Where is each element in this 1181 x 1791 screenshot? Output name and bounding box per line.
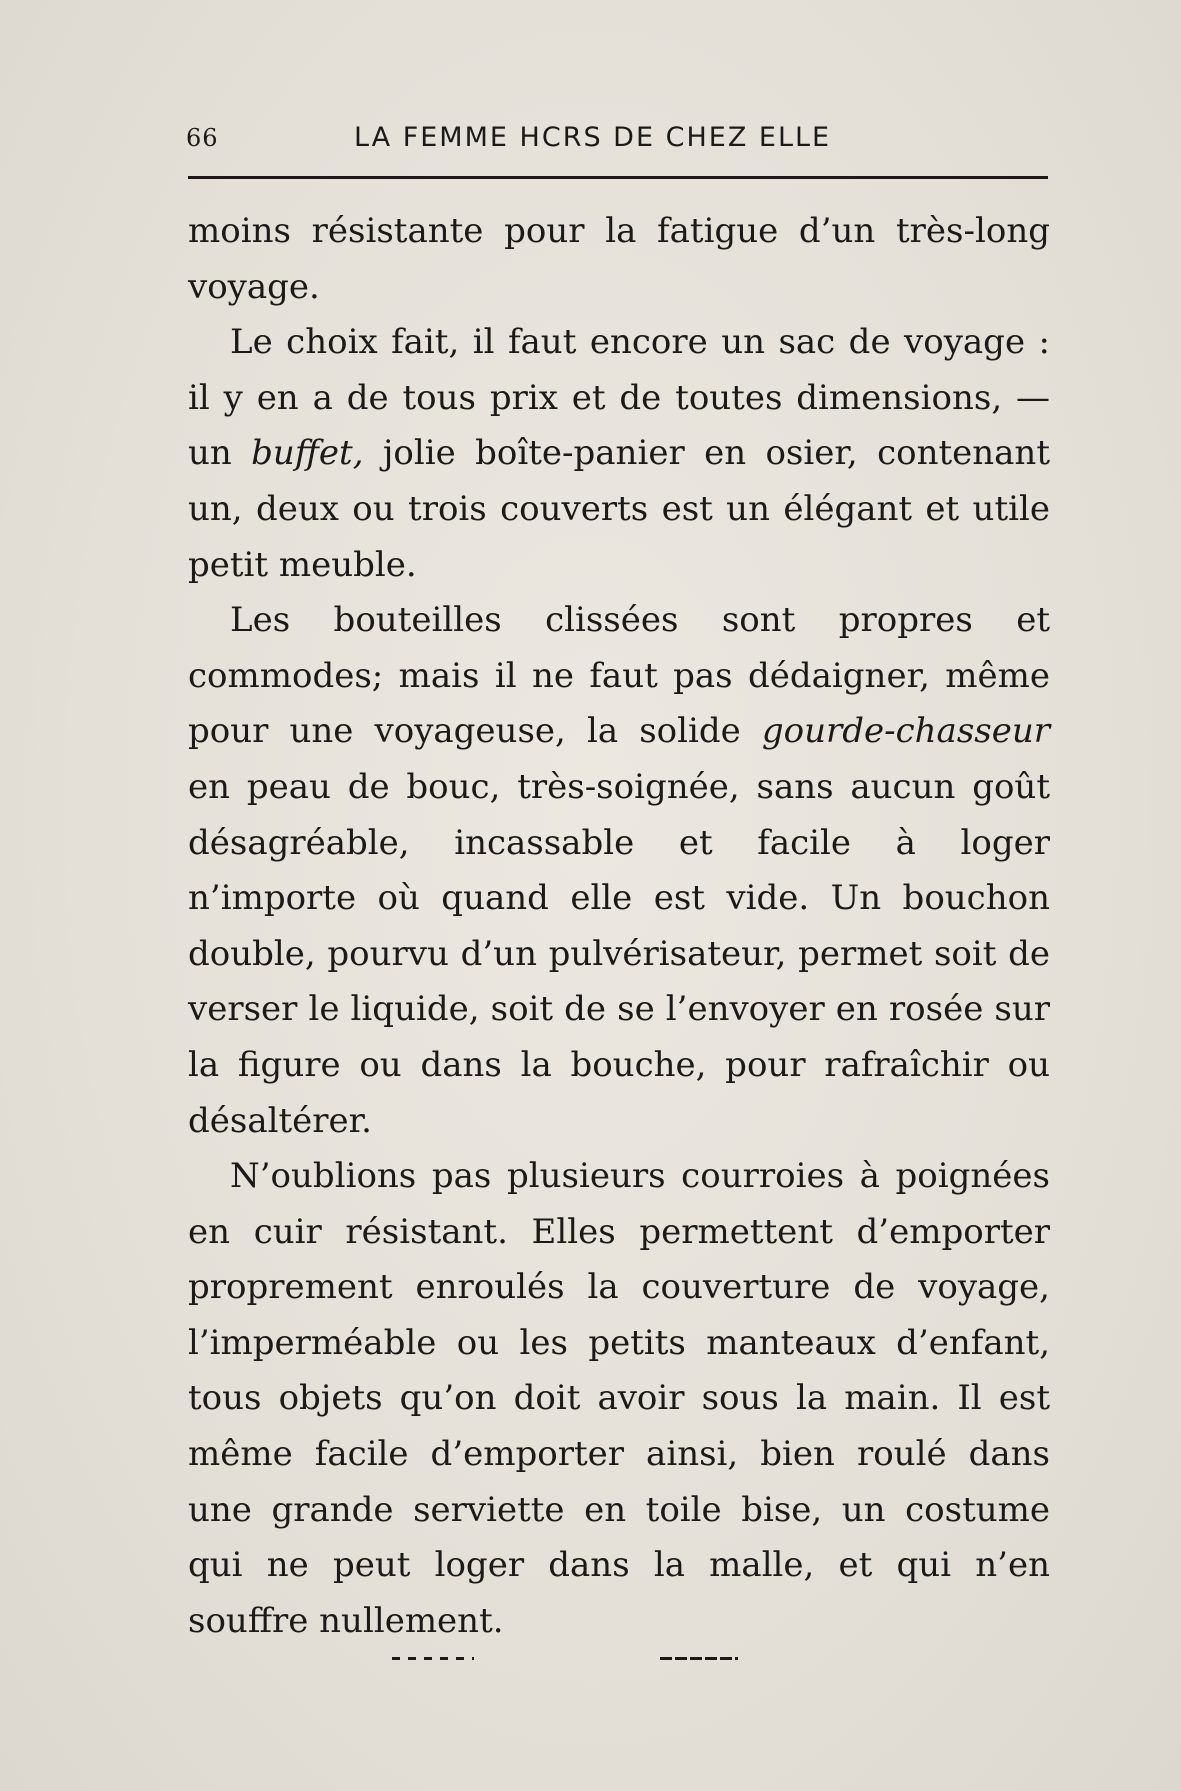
paragraph-2-italic: buffet,: [251, 433, 364, 474]
header-rule: [188, 176, 1048, 179]
paragraph-3: [188, 593, 1050, 1149]
paragraph-2-text-b: jolie boîte-panier en osier, contenant un, deux ou trois couverts est un élégant et utile petit meuble.: [188, 433, 1050, 585]
paragraph-4-text: N’oublions pas plusieurs courroies à poignées en cuir résistant. Elles permettent d’emporter proprement enroulés la couverture de voyage, l’imperméable ou les petits manteaux d’enfant, tous objets qu’on doit avoir sous la main. Il est même facile d’emporter ainsi, bien roulé dans une grande serviette en toile bise, un costume qui ne peut loger dans la malle, et qui n’en souffre nullement.: [188, 1156, 1050, 1641]
paragraph-1: [188, 204, 1050, 315]
paragraph-3-italic: gourde-chasseur: [761, 711, 1050, 752]
paragraph-2-text-a: Le choix fait, il faut encore un sac de voyage : il y en a de tous prix et de toutes dimensions, — un: [188, 322, 1050, 474]
end-ornament-right: [660, 1657, 738, 1660]
page-number: 66: [186, 124, 219, 152]
paragraph-1-text: moins résistante pour la fatigue d’un très-long voyage.: [188, 211, 1050, 307]
paragraph-3-text-a: Les bouteilles clissées sont propres et commodes; mais il ne faut pas dédaigner, même pour une voyageuse, la solide: [188, 600, 1050, 752]
page-header: [186, 118, 1048, 158]
running-title: LA FEMME HCRS DE CHEZ ELLE: [354, 122, 832, 153]
paragraph-2: [188, 315, 1050, 593]
end-ornament-left: [392, 1657, 474, 1660]
body-text: [188, 204, 1050, 1649]
paragraph-3-text-b: en peau de bouc, très-soignée, sans aucun goût désagréable, incassable et facile à loger n’importe où quand elle est vide. Un bouchon double, pourvu d’un pulvérisateur, permet soit de verser le liquide, soit de se l’envoyer en rosée sur la figure ou dans la bouche, pour rafraîchir ou désaltérer.: [188, 766, 1050, 1141]
paragraph-4: [188, 1149, 1050, 1649]
